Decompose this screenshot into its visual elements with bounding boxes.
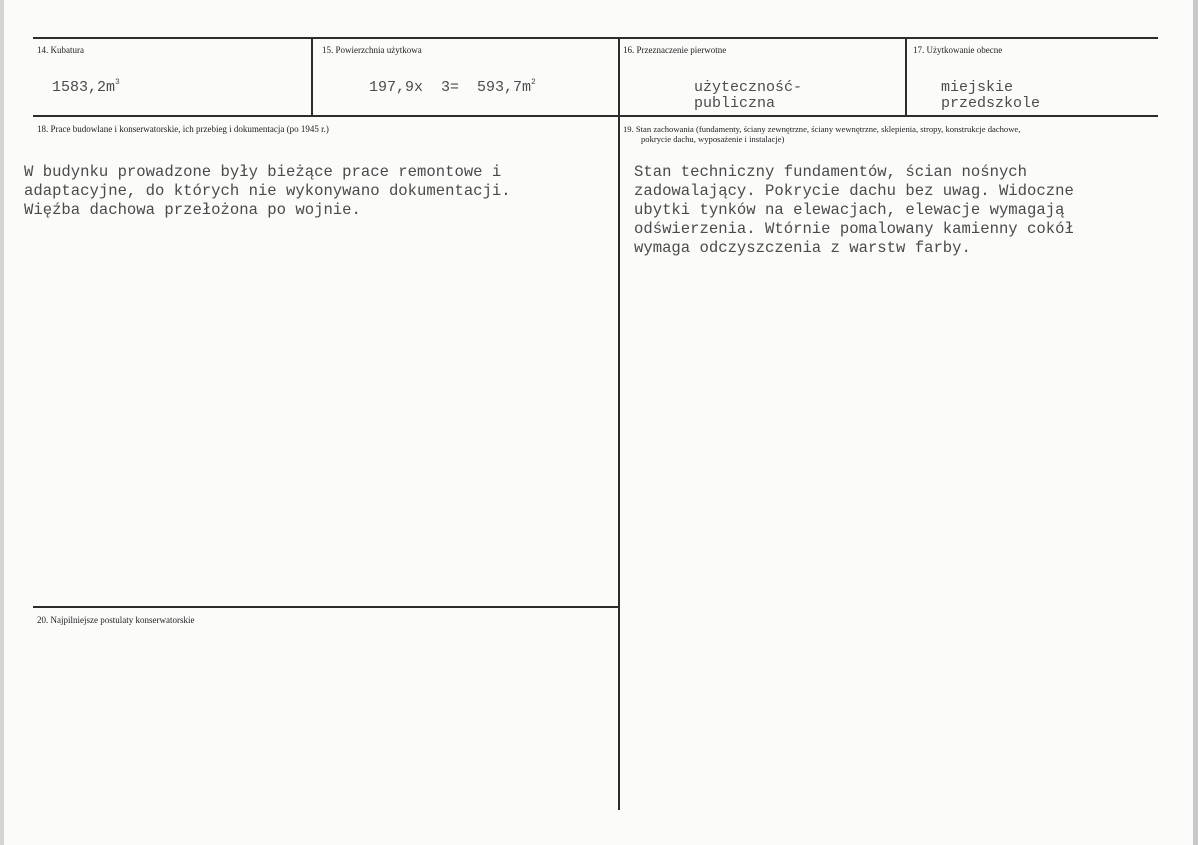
divider-15-16 xyxy=(618,37,620,810)
record-card xyxy=(4,0,1193,845)
scan-left-edge xyxy=(0,0,4,845)
area-unit-exponent: 2 xyxy=(531,78,536,87)
original-purpose-line2: publiczna xyxy=(694,95,776,112)
divider-16-17 xyxy=(905,37,907,117)
current-use-line2: przedszkole xyxy=(941,95,1041,112)
field-15-label: 15. Powierzchnia użytkowa xyxy=(322,45,422,55)
row1-bottom-rule xyxy=(33,115,1158,117)
field-16-label: 16. Przeznaczenie pierwotne xyxy=(623,45,727,55)
divider-14-15 xyxy=(311,37,313,117)
scan-right-edge xyxy=(1193,0,1198,845)
field-18-label: 18. Prace budowlane i konserwatorskie, ich przebieg i dokumentacja (po 1945 r.) xyxy=(37,124,329,134)
usable-area-value: 197,9x 3= 593,7m xyxy=(369,79,532,96)
condition-text: Stan techniczny fundamentów, ścian nośnych zadowalający. Pokrycie dachu bez uwag. Widoczne ubytki tynków na elewacjach, elewacje wymagają odświerzenia. Wtórnie pomalowany kamienny cokół wymaga odczyszczenia z warstw farby. xyxy=(634,163,1074,257)
cubature-unit-exponent: 3 xyxy=(115,78,120,87)
top-rule xyxy=(33,37,1158,39)
field-14-label: 14. Kubatura xyxy=(37,45,84,55)
construction-works-text: W budynku prowadzone były bieżące prace remontowe i adaptacyjne, do których nie wykonywano dokumentacji. Więźba dachowa przełożona po wojnie. xyxy=(24,163,511,219)
field-17-label: 17. Użytkowanie obecne xyxy=(913,45,1003,55)
field-19-label-line2: pokrycie dachu, wyposażenie i instalacje) xyxy=(641,134,785,144)
field-14-value xyxy=(52,79,120,96)
field-15-value xyxy=(369,79,536,96)
cubature-value: 1583,2m xyxy=(52,79,116,96)
current-use-line1: miejskie xyxy=(941,79,1014,96)
field-19-label-line1: 19. Stan zachowania (fundamenty, ściany zewnętrzne, ściany wewnętrzne, sklepienia, stropy, konstrukcje dachowe, xyxy=(623,124,1021,134)
field-20-top-rule xyxy=(33,606,620,608)
original-purpose-line1: użyteczność- xyxy=(694,79,803,96)
field-20-label: 20. Najpilniejsze postulaty konserwatorskie xyxy=(37,615,195,625)
